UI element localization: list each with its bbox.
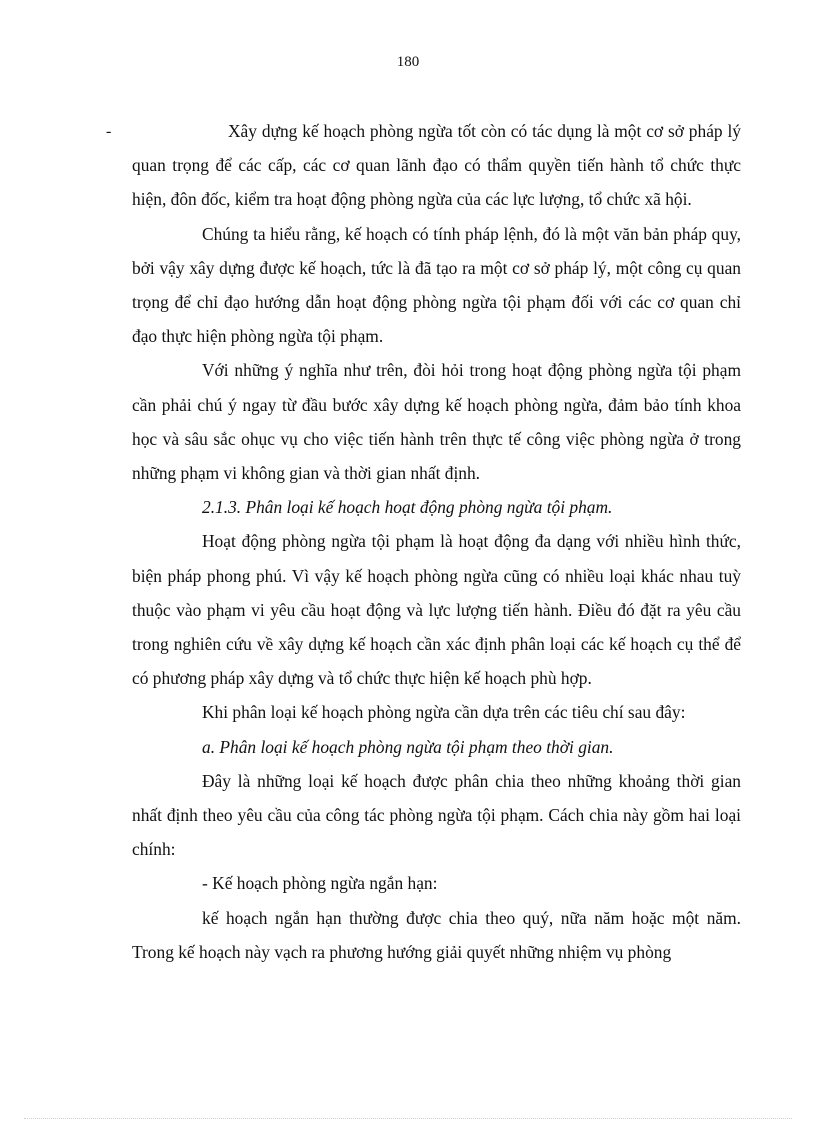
paragraph-time-plans: Đây là những loại kế hoạch được phân chia theo những khoảng thời gian nhất định theo yêu cầu của công tác phòng ngừa tội phạm. Cách chia này gồm hai loại chính: [132, 770, 741, 860]
paragraph-legal-basis: Xây dựng kế hoạch phòng ngừa tốt còn có tác dụng là một cơ sở pháp lý quan trọng để các cấp, các cơ quan lãnh đạo có thẩm quyền tiến hành tổ chức thực hiện, đôn đốc, kiểm tra hoạt động phòng ngừa của các lực lượng, tổ chức xã hội. [132, 121, 741, 210]
paragraph-prevention-activities: Hoạt động phòng ngừa tội phạm là hoạt động đa dạng với nhiều hình thức, biện pháp phong phú. Vì vậy kế hoạch phòng ngừa cũng có nhiều loại khác nhau tuỳ thuộc vào phạm vi yêu cầu hoạt động và lực lượng tiến hành. Điều đó đặt ra yêu cầu trong nghiên cứu về xây dựng kế hoạch cần xác định phân loại các kế hoạch cụ thể để có phương pháp xây dựng và tổ chức thực hiện kế hoạch phù hợp. [132, 531, 741, 689]
paragraph-significance: Với những ý nghĩa như trên, đòi hỏi trong hoạt động phòng ngừa tội phạm cần phải chú ý ngay từ đầu bước xây dựng kế hoạch phòng ngừa, đảm bảo tính khoa học và sâu sắc ohục vụ cho việc tiến hành trên thực tế công việc phòng ngừa ở trong những phạm vi không gian và thời gian nhất định. [132, 360, 741, 484]
document-body [132, 114, 741, 969]
paragraph-short-term-detail: kế hoạch ngắn hạn thường được chia theo quý, nữa năm hoặc một năm. Trong kế hoạch này vạch ra phương hướng giải quyết những nhiệm vụ phòng [132, 907, 741, 962]
paragraph-classification-criteria: Khi phân loại kế hoạch phòng ngừa cần dựa trên các tiêu chí sau đây: [202, 702, 686, 723]
page-number: 180 [396, 54, 420, 70]
footer-dotted-rule [24, 1118, 792, 1119]
bullet-mark: - [106, 123, 112, 140]
subheading-by-time: a. Phân loại kế hoạch phòng ngừa tội phạm theo thời gian. [202, 736, 614, 757]
section-heading-2-1-3: 2.1.3. Phân loại kế hoạch hoạt động phòng ngừa tội phạm. [202, 497, 613, 518]
list-item-short-term: - Kế hoạch phòng ngừa ngắn hạn: [202, 873, 438, 894]
paragraph-plan-nature: Chúng ta hiểu rằng, kế hoạch có tính pháp lệnh, đó là một văn bản pháp quy, bởi vậy xây dựng được kế hoạch, tức là đã tạo ra một cơ sở pháp lý, một công cụ quan trọng để chỉ đạo hướng dẫn hoạt động phòng ngừa tội phạm đối với các cơ quan chỉ đạo thực hiện phòng ngừa tội phạm. [132, 223, 741, 347]
